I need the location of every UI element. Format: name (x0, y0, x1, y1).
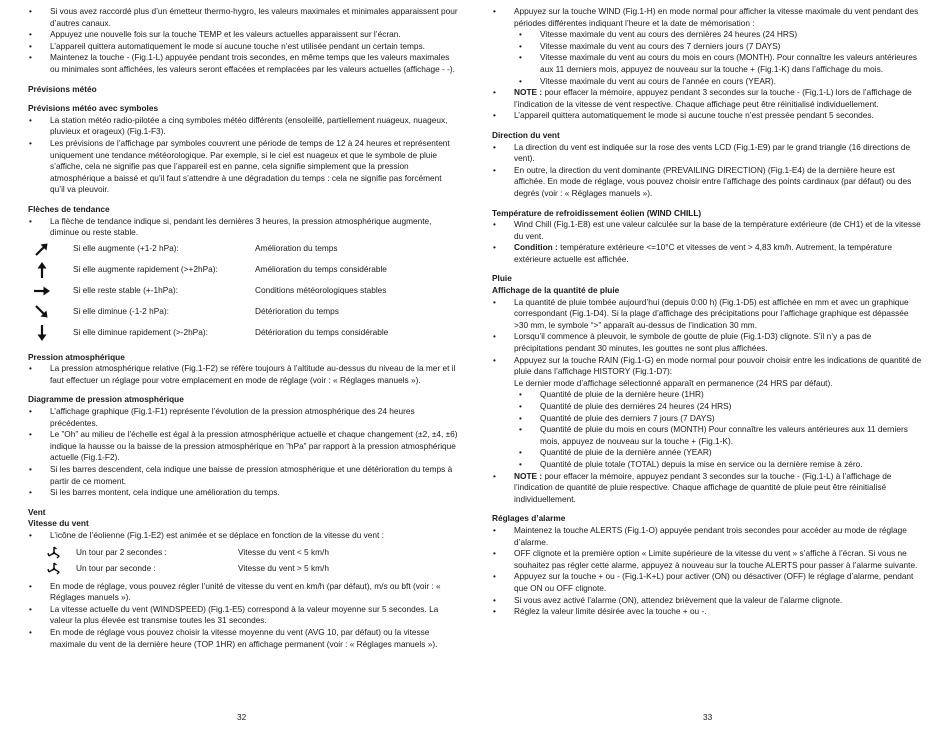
list-item: • Maintenez la touche ALERTS (Fig.1-O) appuyée pendant trois secondes pour accéder au mode de réglage d’alarme. (492, 525, 922, 548)
page-number-right: 33 (703, 712, 713, 722)
trend-meaning: Détérioration du temps (255, 306, 339, 317)
wind-turbine-icon (46, 561, 62, 577)
list-item: • Lorsqu’il commence à pleuvoir, le symbole de goutte de pluie (Fig.1-D3) clignote. S’il n’y a pas de précipitations pendant 30 minutes, les gouttes ne sont plus affichées. (492, 331, 922, 354)
section-heading-symbols: Prévisions météo avec symboles (28, 103, 159, 114)
list-item: • La station météo radio-pilotée a cinq symboles météo différents (ensoleillé, partiellement nuageux, nuageux, pluvieux et orageux) (Fig.1-F3). (28, 115, 458, 138)
arrow-down-icon (33, 324, 51, 342)
trend-row (28, 281, 458, 302)
arrow-up-icon (33, 261, 51, 279)
left-page (28, 6, 458, 650)
trend-label: Si elle augmente (+1-2 hPa): (73, 243, 179, 254)
section-heading-wind-chill: Température de refroidissement éolien (WIND CHILL) (492, 207, 702, 218)
sub-list-item: • Vitesse maximale du vent au cours des 7 derniers jours (7 DAYS) (492, 41, 922, 53)
sub-list-item: • Quantité de pluie du mois en cours (MONTH) Pour connaître les valeurs antérieures aux 11 derniers mois, appuyez de nouveau sur la touche + (Fig.1-K). (492, 424, 922, 447)
list-item: • Le ”Oh” au milieu de l’échelle est égal à la pression atmosphérique actuelle et chaque changement (±2, ±4, ±6) indique la hausse ou la baisse de la pression atmosphérique en ”hPa” par rapport à la pression atmosphérique actuelle (Fig.1-F2). (28, 429, 458, 464)
list-item: • Si vous avez raccordé plus d’un émetteur thermo-hygro, les valeurs maximales et minimales apparaissent pour d’autres canaux. (28, 6, 458, 29)
condition-label: Condition : (514, 242, 558, 253)
note-item (492, 87, 922, 110)
trend-label: Si elle reste stable (+-1hPa): (73, 285, 178, 296)
sub-list-item: • Quantité de pluie totale (TOTAL) depuis la mise en service ou la dernière remise à zéro. (492, 459, 922, 471)
right-page (492, 6, 922, 618)
arrow-down-right-icon (33, 303, 51, 321)
sub-list-item: • Vitesse maximale du vent au cours des dernières 24 heures (24 HRS) (492, 29, 922, 41)
trend-row (28, 323, 458, 344)
trend-label: Si elle diminue rapidement (>-2hPa): (73, 327, 208, 338)
trend-label: Si elle augmente rapidement (>+2hPa): (73, 264, 218, 275)
page-number-left: 32 (237, 712, 247, 722)
section-heading-diagram: Diagramme de pression atmosphérique (28, 394, 184, 405)
list-item: • En mode de réglage, vous pouvez régler l’unité de vitesse du vent en km/h (par défaut), m/s ou bft (voir : « Réglages manuels »). (28, 581, 458, 604)
trend-meaning: Amélioration du temps considérable (255, 264, 387, 275)
section-heading-rain: Pluie (492, 273, 512, 284)
wind-row-label: Un tour par 2 secondes : (76, 546, 167, 557)
section-heading-meteo: Prévisions météo (28, 83, 97, 94)
sub-list-item: • Quantité de pluie de la dernière heure (1HR) (492, 389, 922, 401)
list-item: • La vitesse actuelle du vent (WINDSPEED) (Fig.1-E5) correspond à la valeur moyenne sur 5 secondes. La valeur la plus élevée est transmise toutes les 31 secondes. (28, 604, 458, 627)
section-heading-trend: Flèches de tendance (28, 203, 110, 214)
arrow-up-right-icon (33, 240, 51, 258)
wind-row-label: Un tour par seconde : (76, 562, 156, 573)
list-item: • Réglez la valeur limite désirée avec la touche + ou -. (492, 606, 922, 618)
list-item: • Les prévisions de l’affichage par symboles couvrent une période de temps de 12 à 24 heures et représentent uniquement une tendance météorologique. Par exemple, si le ciel est nuageux et que le symbole de pluie s’affiche, cela ne signifie pas que l’appareil est en panne, cela signifie simplement que la pression atmosphérique a baissé et qu’il faut s’attendre à une dégradation du temps : cela ne signifie pas forcément qu’il va pleuvoir. (28, 138, 458, 196)
list-item: • L’affichage graphique (Fig.1-F1) représente l’évolution de la pression atmosphérique des 24 heures précédentes. (28, 406, 458, 429)
list-item: • L’appareil quittera automatiquement le mode si aucune touche n’est pressée pendant 5 secondes. (492, 110, 922, 122)
trend-meaning: Conditions météorologiques stables (255, 285, 387, 296)
list-item: • L’icône de l’éolienne (Fig.1-E2) est animée et se déplace en fonction de la vitesse du vent : (28, 530, 458, 542)
sub-list-item: • Vitesse maximale du vent au cours du mois en cours (MONTH). Pour connaître les valeurs antérieures aux 11 derniers mois, appuyez de nouveau sur la touche + (Fig.1-K) dans l’affichage du mois. (492, 52, 922, 75)
list-item: • L’appareil quittera automatiquement le mode si aucune touche n’est utilisée pendant un certain temps. (28, 41, 458, 53)
sub-list-item: • Quantité de pluie des derniers 7 jours (7 DAYS) (492, 413, 922, 425)
list-item: • La quantité de pluie tombée aujourd’hui (depuis 0:00 h) (Fig.1-D5) est affichée en mm et avec un graphique correspondant (Fig.1-D4). Si la plage d’affichage des précipitations pour l’affichage graphique est dépassée >30 mm, le symbole “>” apparaît au-dessus de l’indication 30 mm. (492, 297, 922, 332)
section-heading-pressure: Pression atmosphérique (28, 351, 125, 362)
note-label: NOTE : (514, 87, 543, 98)
list-item: • OFF clignote et la première option « Limite supérieure de la vitesse du vent » s’affiche à l’écran. Si vous ne souhaitez pas régler cette alarme, appuyez à nouveau sur la touche ALERTS pour passer à l’alarme suivante. (492, 548, 922, 571)
continuation-text: Le dernier mode d’affichage sélectionné apparaît en permanence (24 HRS par défaut). (514, 377, 833, 388)
trend-row (28, 239, 458, 260)
condition-text: température extérieure <=10°C et vitesses de vent > 4,83 km/h. Autrement, la température extérieure actuelle est affichée. (514, 242, 893, 264)
wind-row-value: Vitesse du vent < 5 km/h (238, 546, 329, 557)
list-item: • Si les barres descendent, cela indique une baisse de pression atmosphérique et une détérioration du temps à partir de ce moment. (28, 464, 458, 487)
list-item: • Appuyez sur la touche WIND (Fig.1-H) en mode normal pour afficher la vitesse maximale du vent pendant des périodes différentes indiquant l’heure et la date de mémorisation : (492, 6, 922, 29)
trend-row (28, 260, 458, 281)
list-item: • Wind Chill (Fig.1-E8) est une valeur calculée sur la base de la température extérieure (de CH1) et de la vitesse du vent. (492, 219, 922, 242)
list-item: • En outre, la direction du vent dominante (PREVAILING DIRECTION) (Fig.1-E4) de la dernière heure est affichée. En mode de réglage, vous pouvez choisir entre l’affichage des points cardinaux (par défaut) ou des degrés (voir : « Réglages manuels »). (492, 165, 922, 200)
list-item: • La flèche de tendance indique si, pendant les dernières 3 heures, la pression atmosphérique augmente, diminue ou reste stable. (28, 216, 458, 239)
section-heading-direction: Direction du vent (492, 129, 560, 140)
section-heading-wind: Vent (28, 506, 46, 517)
wind-row (46, 545, 458, 561)
section-heading-alarm: Réglages d’alarme (492, 513, 566, 524)
list-item: • La direction du vent est indiquée sur la rose des vents LCD (Fig.1-E9) par le grand triangle (16 directions de vent). (492, 142, 922, 165)
arrow-right-icon (33, 282, 51, 300)
wind-turbine-icon (46, 545, 62, 561)
note-label: NOTE : (514, 470, 543, 481)
section-heading-rain-quantity: Affichage de la quantité de pluie (492, 285, 620, 296)
sub-list-item: • Vitesse maximale du vent au cours de l’année en cours (YEAR). (492, 76, 922, 88)
list-item: • Si les barres montent, cela indique une amélioration du temps. (28, 487, 458, 499)
list-item: • En mode de réglage vous pouvez choisir la vitesse moyenne du vent (AVG 10, par défaut) ou la vitesse maximale du vent de la dernière heure (TOP 1HR) en affichage permanent (voir : « Réglages manuels »). (28, 627, 458, 650)
wind-row-value: Vitesse du vent > 5 km/h (238, 562, 329, 573)
list-item: • Appuyez sur la touche RAIN (Fig.1-G) en mode normal pour pouvoir choisir entre les indications de quantité de pluie dans l’affichage HISTORY (Fig.1-D7): (492, 355, 922, 378)
wind-row (46, 561, 458, 577)
list-item: • La pression atmosphérique relative (Fig.1-F2) se réfère toujours à l’altitude au-dessus du niveau de la mer et il faut effectuer un réglage pour votre emplacement en mode de réglage (voir : « Réglages manuels »). (28, 363, 458, 386)
note-item (492, 471, 922, 506)
list-item: • Appuyez une nouvelle fois sur la touche TEMP et les valeurs actuelles apparaissent sur l’écran. (28, 29, 458, 41)
list-item: • Appuyez sur la touche + ou - (Fig.1-K+L) pour activer (ON) ou désactiver (OFF) le réglage d’alarme, pendant que ON ou OFF clignote. (492, 571, 922, 594)
note-text: pour effacer la mémoire, appuyez pendant 3 secondes sur la touche - (Fig.1-L) à l’affichage de l’indication de quantité de pluie respective. Chaque affichage de quantité de pluie peut être réinitialisé individuellement. (514, 470, 892, 504)
sub-list-item: • Quantité de pluie des dernières 24 heures (24 HRS) (492, 401, 922, 413)
list-item: • Si vous avez activé l’alarme (ON), attendez brièvement que la valeur de l’alarme clignote. (492, 595, 922, 607)
section-heading-wind-speed: Vitesse du vent (28, 518, 89, 529)
condition-item (492, 242, 922, 265)
note-text: pour effacer la mémoire, appuyez pendant 3 secondes sur la touche - (Fig.1-L) lors de l’affichage de l’indication de la vitesse de vent respective. Chaque affichage peut être réinitialisé individuellement. (514, 87, 912, 109)
trend-row (28, 302, 458, 323)
trend-meaning: Détérioration du temps considérable (255, 327, 389, 338)
sub-list-item: • Quantité de pluie de la dernière année (YEAR) (492, 447, 922, 459)
trend-label: Si elle diminue (-1-2 hPa): (73, 306, 169, 317)
trend-meaning: Amélioration du temps (255, 243, 338, 254)
list-item: • Maintenez la touche - (Fig.1-L) appuyée pendant trois secondes, en même temps que les valeurs maximales ou minimales sont affichées, les valeurs seront effacées et remplacées par les valeurs actuelles (affichage - -). (28, 52, 458, 75)
